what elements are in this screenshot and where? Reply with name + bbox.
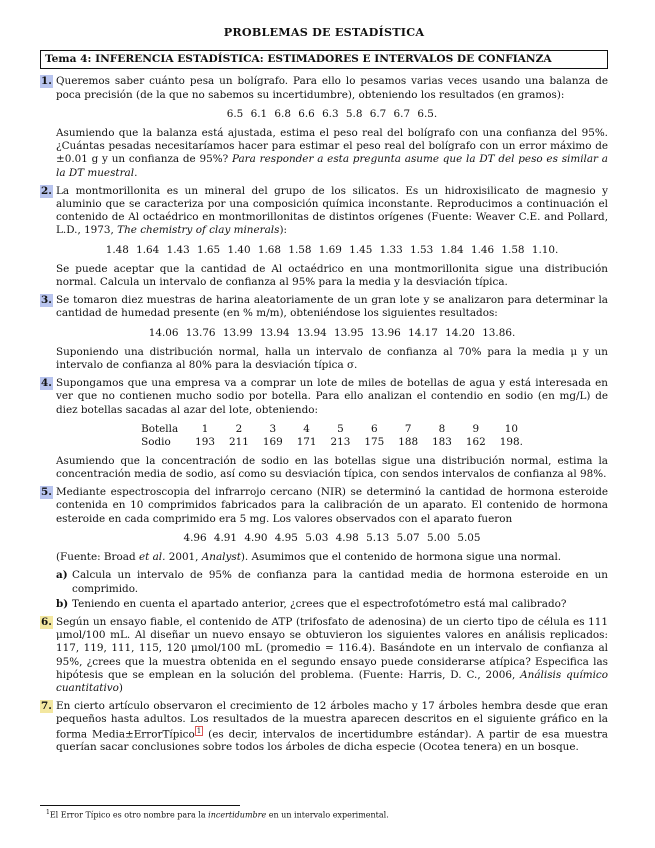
table-cell: 183 (432, 435, 452, 448)
table-cell: 6 (370, 422, 378, 435)
table-cell: 171 (296, 435, 317, 448)
table-cell: 7 (404, 422, 412, 435)
problem-5 (40, 486, 608, 611)
table-cell: 169 (262, 435, 283, 448)
footnote-link[interactable]: 1 (196, 726, 202, 735)
problem-intro: Se tomaron diez muestras de harina aleatoriamente de un gran lote y se analizaron para determinar la cantidad de humedad presente (en % m/m), obteniéndose los siguientes resultados: (56, 294, 608, 320)
problem-3 (40, 294, 608, 372)
table-cell: 5 (337, 422, 344, 435)
problem-text: Según un ensayo fiable, el contenido de ATP (trifosfato de adenosina) de un cierto tipo de célula es 111 μmol/100 mL. Al diseñar un nuevo ensayo se obtuvieron los siguientes valores en análisis replicados: 117, 119, 111, 115, 120 μmol/100 mL (promedio = 116.4). Basándote en un intervalo de confianza al 95%, ¿crees que la muestra obtenida en el segundo ensayo puede considerarse atípica? Especifica las hipótesis que se emplean en la solución del problema. (Fuente: Harris, D. C., 2006, Análisis químico cuantitativo) (56, 615, 608, 694)
problem-number: 5. (41, 486, 52, 499)
problem-intro: La montmorillonita es un mineral del grupo de los silicatos. Es un hidroxisilicato de magnesio y aluminio que se caracteriza por una composición química inconstante. Reproducimos a continuación el contenido de Al octaédrico en montmorillonitas de distintos orígenes (Fuente: Weaver C.E. and Pollard, L.D., 1973, The chemistry of clay minerals): (56, 184, 608, 237)
table-cell: 4 (303, 422, 310, 435)
problem-question: Suponiendo una distribución normal, halla un intervalo de confianza al 70% para la media μ y un intervalo de confianza al 80% para la desviación típica σ. (56, 345, 608, 372)
table-cell: 198. (499, 435, 523, 448)
problem-number: 4. (41, 377, 52, 390)
problem-question: Asumiendo que la balanza está ajustada, estima el peso real del bolígrafo con una confianza del 95%. ¿Cuántas pesadas necesitaríamos hacer para estimar el peso real del bolígrafo con un error máximo de ±0.01 g y un confianza de 95%? Para responder a esta pregunta asume que la DT del peso es similar a la DT muestral. (56, 127, 608, 179)
table-row (134, 423, 530, 436)
table-row (134, 436, 530, 449)
page-title: PROBLEMAS DE ESTADÍSTICA (223, 25, 425, 39)
table-cell: 8 (438, 422, 446, 435)
problem-number: 1. (41, 75, 52, 88)
problem-question: Se puede aceptar que la cantidad de Al octaédrico en una montmorillonita sigue una distribución normal. Calcula un intervalo de confianza al 95% para la media y la desviación típica. (56, 262, 608, 289)
table-cell: 9 (472, 422, 480, 435)
problem-number: 7. (41, 700, 52, 713)
problem-1 (40, 75, 608, 179)
document-page (40, 26, 608, 759)
problem-intro: Mediante espectroscopia del infrarrojo cercano (NIR) se determinó la cantidad de hormona esteroide contenida en 10 comprimidos fabricados para la calibración de un aparato. El contenido de hormona esteroide en cada comprimido era 5 mg. Los valores observados con el aparato fueron (56, 486, 608, 525)
problem-source: (Fuente: Broad et al. 2001, Analyst). Asumimos que el contenido de hormona sigue una normal. (56, 551, 562, 564)
table-cell: 3 (269, 422, 277, 435)
table-cell: 211 (229, 435, 249, 448)
problem-4 (40, 377, 608, 481)
section-heading: Tema 4: INFERENCIA ESTADÍSTICA: ESTIMADORES E INTERVALOS DE CONFIANZA (40, 50, 608, 69)
footnote: $^1$El Error Típico es otro nombre para la incertidumbre en un intervalo experimental. (46, 809, 389, 820)
list-item: b) Teniendo en cuenta el apartado anterior, ¿crees que el espectrofotómetro está mal calibrado? (56, 597, 567, 610)
list-item: a) Calcula un intervalo de 95% de confianza para la cantidad media de hormona esteroide en un comprimido. (56, 569, 608, 595)
problem-intro: Supongamos que una empresa va a comprar un lote de miles de botellas de agua y está interesada en ver que no contienen mucho sodio por botella. Para ello analizan el contendio en sodio (en mg/L) de diez botellas sacadas al azar del lote, obteniendo: (56, 377, 608, 416)
table-cell: 2 (235, 422, 243, 435)
data-values: 14.06 13.76 13.99 13.94 13.94 13.95 13.96 14.17 14.20 13.86. (148, 326, 516, 339)
data-values: 6.5 6.1 6.8 6.6 6.3 5.8 6.7 6.7 6.5. (226, 107, 438, 120)
problem-number: 3. (41, 294, 52, 307)
problem-6 (40, 616, 608, 695)
problem-number: 2. (41, 184, 52, 197)
table-cell: 193 (195, 435, 215, 448)
table-cell: 175 (364, 435, 385, 448)
problem-question: Asumiendo que la concentración de sodio en las botellas sigue una distribución normal, estima la concentración media de sodio, así como su desviación típica, con sendos intervalos de confianza al 98%. (56, 454, 608, 481)
problem-7 (40, 700, 608, 754)
subitem-list (56, 569, 608, 611)
table-cell: 1 (201, 422, 209, 435)
row-header: Sodio (141, 435, 171, 448)
row-header: Botella (141, 422, 179, 435)
table-cell: 162 (465, 435, 486, 448)
problem-text: En cierto artículo observaron el crecimiento de 12 árboles macho y 17 árboles hembra desde que eran pequeños hasta adultos. Los resultados de la muestra aparecen descritos en el siguiente gráfico en la forma Media±ErrorTípico $^1$ (es decir, intervalos de incertidumbre estándar). A partir de esa muestra querían sacar conclusiones sobre todos los árboles de dicha especie (Ocotea tenera) en un bosque. (56, 700, 608, 754)
problem-intro: Queremos saber cuánto pesa un bolígrafo. Para ello lo pesamos varias veces usando una balanza de poca precisión (de la que no sabemos su incertidumbre), obteniendo los resultados (en gramos): (56, 75, 608, 101)
table-cell: 213 (330, 435, 351, 448)
problem-number: 6. (41, 615, 52, 628)
table-cell: 188 (398, 435, 419, 448)
sodium-table (134, 423, 530, 449)
footnote-divider (40, 805, 240, 806)
problem-2 (40, 185, 608, 289)
table-cell: 10 (504, 422, 518, 435)
data-values: 1.48 1.64 1.43 1.65 1.40 1.68 1.58 1.69 1.45 1.33 1.53 1.84 1.46 1.58 1.10. (105, 243, 559, 256)
data-values: 4.96 4.91 4.90 4.95 5.03 4.98 5.13 5.07 5.00 5.05 (183, 531, 481, 544)
